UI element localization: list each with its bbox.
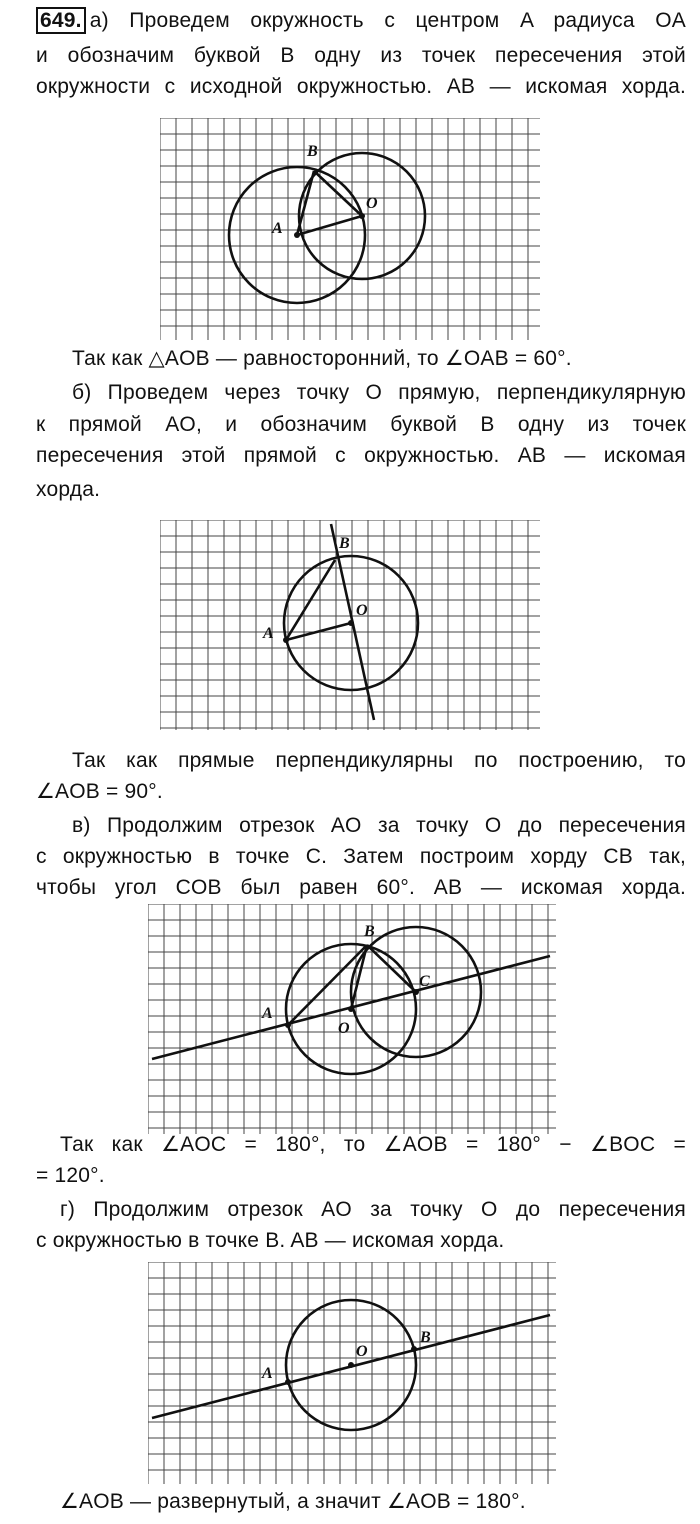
figure-d-label-o: O [356,1343,368,1360]
part-d-line-2: с окружностью в точке B. AB — искомая хорда. [36,1229,505,1252]
part-c-line-3: чтобы угол COB был равен 60°. AB — искомая хорда. [36,876,686,899]
figure-b-point-o [348,620,354,626]
figure-a-label-a: A [272,220,283,237]
figure-d-point-o [348,1362,354,1368]
figure-c-grid [148,904,556,1134]
figure-d [148,1262,556,1484]
figure-d-label-b: B [420,1329,431,1346]
figure-b [160,520,540,730]
part-a-line-3: окружности с исходной окружностью. AB — искомая хорда. [36,75,686,98]
figure-b-label-o: O [356,602,368,619]
figure-c-label-a: A [262,1005,273,1022]
figure-a-point-a [294,232,300,238]
figure-c-label-b: B [364,923,375,940]
problem-number: 649. [36,7,86,34]
part-b-conclusion-1: Так как прямые перпендикулярны по построению, то [72,749,686,772]
figure-c-point-o [348,1006,354,1012]
figure-a-label-o: O [366,195,378,212]
part-b-line-2: к прямой AO, и обозначим буквой B одну из точек [36,413,686,436]
part-c-line-1: в) Продолжим отрезок AO за точку O до пересечения [72,814,686,837]
part-b-line-1: б) Проведем через точку O прямую, перпендикулярную [72,381,686,404]
part-b-conclusion-2: ∠AOB = 90°. [36,780,163,803]
figure-c-label-c: C [419,973,430,990]
part-b-line-3: пересечения этой прямой с окружностью. AB — искомая [36,444,686,467]
figure-a [160,118,540,340]
figure-a-grid [160,118,540,340]
part-a-line-2: и обозначим буквой B одну из точек пересечения этой [36,44,686,67]
figure-b-point-a [283,637,289,643]
figure-a-segment-bo [314,171,362,216]
figure-d-grid [148,1262,556,1484]
part-b-line-4: хорда. [36,478,101,501]
part-a-conclusion: Так как △AOB — равносторонний, то ∠OAB = 60°. [72,347,572,370]
figure-b-label-b: B [339,535,350,552]
figure-a-label-b: B [307,143,318,160]
figure-c [148,904,556,1134]
part-c-line-2: с окружностью в точке C. Затем построим хорду CB так, [36,845,686,868]
part-c-conclusion-1: Так как ∠AOC = 180°, то ∠AOB = 180° − ∠BOC = [60,1133,686,1156]
part-d-conclusion: ∠AOB — развернутый, а значит ∠AOB = 180°. [60,1490,526,1513]
figure-b-label-a: A [263,625,274,642]
figure-c-point-a [285,1022,291,1028]
figure-c-label-o: O [338,1020,350,1037]
part-c-conclusion-2: = 120°. [36,1164,105,1187]
figure-d-label-a: A [262,1365,273,1382]
figure-a-point-o [359,213,365,219]
part-d-line-1: г) Продолжим отрезок AO за точку O до пересечения [60,1198,686,1221]
part-a-line-1-text: а) Проведем окружность с центром A радиуса OA [89,9,686,32]
figure-d-point-b [411,1346,417,1352]
part-a-line-1 [36,6,686,35]
figure-d-point-a [285,1379,291,1385]
